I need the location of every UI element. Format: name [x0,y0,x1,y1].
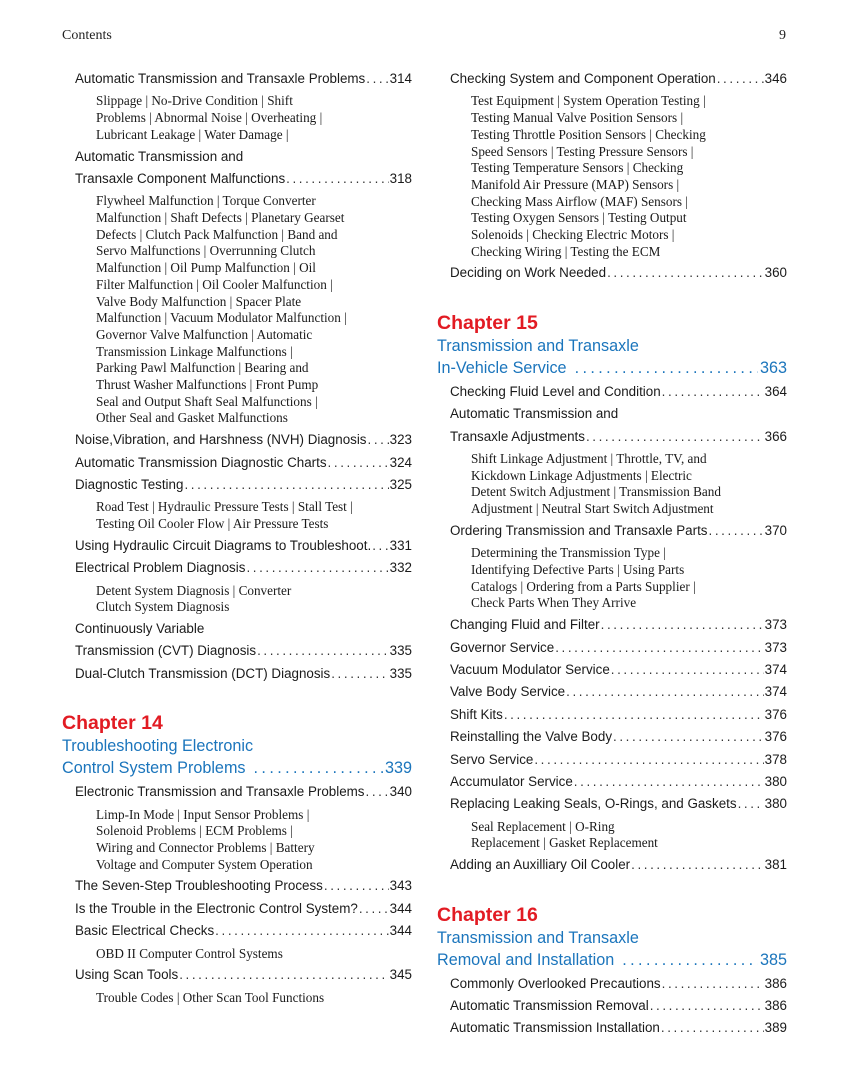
dot-leader [331,663,388,685]
toc-entry[interactable] [437,262,787,284]
toc-entry[interactable] [62,898,412,920]
toc-subtopic-line: Testing Manual Valve Position Sensors | [471,110,684,126]
toc-entry[interactable] [437,771,787,793]
toc-subtopic-line: Checking Mass Airflow (MAF) Sensors | [471,193,688,209]
toc-subtopic-line: Filter Malfunction | Oil Cooler Malfunction | [96,276,333,292]
toc-subtopic-line: Detent System Diagnosis | Converter [96,582,292,598]
toc-entry-title[interactable]: Automatic Transmission Removal [450,997,649,1013]
toc-entry[interactable] [437,381,787,403]
dot-leader [717,68,764,90]
toc-subtopic-line: Malfunction | Shaft Defects | Planetary Gearset [96,210,345,226]
chapter-title[interactable]: Transmission and Transaxle [437,336,639,355]
chapter-page: 363 [759,358,787,377]
toc-entry[interactable] [437,854,787,876]
toc-subtopic-line: Manifold Air Pressure (MAP) Sensors | [471,176,680,192]
toc-subtopic-line: Wiring and Connector Problems | Battery [96,840,315,856]
toc-subtopic-line: Solenoid Problems | ECM Problems | [96,823,293,839]
toc-subtopics [62,583,412,616]
toc-subtopics [62,946,412,963]
toc-entry-title[interactable]: Automatic Transmission Installation [450,1020,660,1036]
toc-entry-title[interactable]: Using Hydraulic Circuit Diagrams to Troubleshoot. [75,537,372,553]
toc-entry-title[interactable]: Replacing Leaking Seals, O-Rings, and Gaskets [450,796,737,812]
dot-leader [366,781,389,803]
toc-subtopic-line: Road Test | Hydraulic Pressure Tests | Stall Test | [96,499,353,515]
dot-leader [359,898,389,920]
toc-entry-title[interactable]: Shift Kits [450,706,503,722]
toc-entry-page: 378 [764,751,787,767]
toc-entry[interactable] [62,168,412,190]
toc-entry-title[interactable]: Valve Body Service [450,684,566,700]
toc-entry-title[interactable]: Vacuum Modulator Service [450,661,610,677]
chapter-number: Chapter 14 [62,712,163,735]
toc-entry-page: 318 [389,170,412,186]
toc-entry-title[interactable]: Electrical Problem Diagnosis [75,560,246,576]
toc-entry[interactable] [437,995,787,1017]
toc-entry[interactable] [437,659,787,681]
toc-entry-title[interactable]: The Seven-Step Troubleshooting Process [75,878,323,894]
dot-leader [575,357,758,379]
toc-subtopic-line: Determining the Transmission Type | [471,545,666,561]
toc-subtopics [437,819,787,852]
toc-entry-page: 364 [764,383,787,399]
toc-entry[interactable] [437,1017,787,1039]
toc-entry-page: 332 [389,560,412,576]
toc-subtopic-line: Transmission Linkage Malfunctions | [96,343,293,359]
toc-subtopic-line: Seal Replacement | O-Ring [471,818,615,834]
toc-subtopics [62,93,412,143]
toc-entry-page: 374 [764,684,787,700]
toc-entry[interactable] [437,681,787,703]
toc-right-column [437,68,787,1040]
toc-subtopic-line: Valve Body Malfunction | Spacer Plate [96,293,302,309]
toc-entry-page: 346 [764,71,787,86]
toc-subtopic-line: Detent Switch Adjustment | Transmission Band [471,484,721,500]
dot-leader [574,771,764,793]
toc-subtopic-line: OBD II Computer Control Systems [96,945,283,961]
toc-entry-page: 381 [764,857,787,873]
dot-leader [179,964,388,986]
toc-entry[interactable] [437,520,787,542]
toc-subtopics [62,990,412,1007]
dot-leader [738,793,764,815]
toc-entry-title-line[interactable]: Continuously Variable [75,621,205,637]
toc-entry-page: 376 [764,706,787,722]
toc-entry[interactable] [62,875,412,897]
toc-entry-title[interactable]: Transmission (CVT) Diagnosis [75,643,257,659]
toc-entry[interactable] [437,973,787,995]
toc-entry[interactable] [62,920,412,942]
toc-entry-title[interactable]: Transaxle Component Malfunctions [75,170,286,186]
toc-entry-page: 325 [389,476,412,492]
toc-entry[interactable] [62,964,412,986]
toc-subtopic-line: Malfunction | Vacuum Modulator Malfunction | [96,310,347,326]
toc-entry[interactable] [62,535,412,557]
toc-entry-page: 386 [764,975,787,991]
toc-subtopic-line: Servo Malfunctions | Overrunning Clutch [96,243,316,259]
toc-entry-page: 324 [389,454,412,470]
toc-subtopic-line: Testing Temperature Sensors | Checking [471,160,684,176]
chapter-heading [437,311,787,381]
toc-entry-title[interactable]: Reinstalling the Valve Body [450,729,613,745]
toc-entry[interactable] [62,452,412,474]
dot-leader [611,659,764,681]
toc-entry-title-line[interactable]: Automatic Transmission and [75,148,244,164]
dot-leader [613,726,764,748]
chapter-title[interactable]: Transmission and Transaxle [437,928,639,947]
dot-leader [631,854,764,876]
toc-entry-title[interactable]: Noise,Vibration, and Harshness (NVH) Diagnosis [75,432,367,448]
toc-entry-page: 360 [764,265,787,281]
chapter-number: Chapter 15 [437,311,538,334]
toc-entry-page: 386 [764,997,787,1013]
toc-subtopic-line: Problems | Abnormal Noise | Overheating | [96,110,323,126]
toc-subtopic-line: Slippage | No-Drive Condition | Shift [96,93,293,109]
dot-leader [368,429,389,451]
toc-subtopic-line: Other Seal and Gasket Malfunctions [96,410,288,426]
toc-entry-page: 314 [389,71,412,86]
toc-entry[interactable] [62,474,412,496]
toc-entry-page: 335 [389,643,412,659]
toc-group [437,68,787,285]
toc-entry-page: 370 [764,522,787,538]
toc-entry[interactable] [437,704,787,726]
toc-entry-title[interactable]: Servo Service [450,751,534,767]
toc-entry[interactable] [62,68,412,90]
toc-entry-page: 345 [389,967,412,983]
toc-entry[interactable] [437,426,787,448]
dot-leader [650,995,764,1017]
toc-entry-page: 344 [389,900,412,916]
toc-subtopic-line: Thrust Washer Malfunctions | Front Pump [96,377,319,393]
toc-entry-title[interactable]: Governor Service [450,639,555,655]
page-number: 9 [779,28,786,43]
dot-leader [662,973,764,995]
toc-entry-title[interactable]: Using Scan Tools [75,967,179,983]
dot-leader [246,557,388,579]
toc-subtopics [62,807,412,874]
toc-entry-page: 331 [389,537,412,553]
dot-leader [601,614,764,636]
dot-leader [184,474,388,496]
toc-entry-page: 389 [764,1020,787,1036]
toc-entry-page: 373 [764,639,787,655]
chapter-heading [62,711,412,781]
dot-leader [372,535,388,557]
toc-entry-title[interactable]: Transaxle Adjustments [450,428,585,444]
toc-subtopic-line: Testing Oil Cooler Flow | Air Pressure Tests [96,516,329,532]
toc-entry-title[interactable]: Adding an Auxilliary Oil Cooler [450,857,631,873]
toc-subtopic-line: Testing Throttle Position Sensors | Checking [471,126,706,142]
dot-leader [324,875,389,897]
dot-leader [622,949,758,971]
chapter-title[interactable]: Control System Problems [62,759,246,778]
dot-leader [534,749,763,771]
dot-leader [254,757,383,779]
toc-entry-title[interactable]: Automatic Transmission Diagnostic Charts [75,454,327,470]
chapter-heading [437,903,787,973]
chapter-title-row[interactable] [437,949,787,971]
toc-entry[interactable] [437,614,787,636]
toc-entry[interactable] [62,640,412,662]
toc-group [62,68,412,685]
chapter-number: Chapter 16 [437,903,538,926]
toc-subtopic-line: Clutch System Diagnosis [96,599,230,615]
toc-entry-title[interactable]: Checking Fluid Level and Condition [450,383,661,399]
toc-subtopic-line: Seal and Output Shaft Seal Malfunctions | [96,393,318,409]
dot-leader [215,920,388,942]
chapter-title-row[interactable] [62,757,412,779]
toc-subtopic-line: Parking Pawl Malfunction | Bearing and [96,360,309,376]
dot-leader [366,68,388,90]
toc-entry[interactable] [62,429,412,451]
toc-subtopic-line: Replacement | Gasket Replacement [471,835,658,851]
toc-entry-title[interactable]: Deciding on Work Needed [450,265,607,281]
toc-subtopic-line: Governor Valve Malfunction | Automatic [96,326,313,342]
chapter-page: 385 [759,950,787,969]
toc-entry[interactable] [437,793,787,815]
toc-entry[interactable] [62,781,412,803]
toc-subtopic-line: Kickdown Linkage Adjustments | Electric [471,467,692,483]
toc-entry-title[interactable]: Ordering Transmission and Transaxle Parts [450,522,708,538]
dot-leader [286,168,389,190]
toc-entry[interactable] [62,557,412,579]
toc-subtopic-line: Shift Linkage Adjustment | Throttle, TV, and [471,451,707,467]
toc-subtopics [437,545,787,612]
toc-subtopic-line: Adjustment | Neutral Start Switch Adjustment [471,501,714,517]
dot-leader [504,704,764,726]
toc-entry-title[interactable]: Accumulator Service [450,773,573,789]
toc-subtopic-line: Testing Oxygen Sensors | Testing Output [471,210,687,226]
toc-subtopic-line: Voltage and Computer System Operation [96,856,313,872]
toc-group [437,381,787,877]
toc-subtopic-line: Checking Wiring | Testing the ECM [471,243,661,259]
toc-entry-page: 380 [764,796,787,812]
toc-subtopic-line: Speed Sensors | Testing Pressure Sensors | [471,143,694,159]
dot-leader [566,681,764,703]
toc-subtopic-line: Catalogs | Ordering from a Parts Supplier | [471,578,696,594]
toc-entry-title[interactable]: Electronic Transmission and Transaxle Problems [75,784,365,800]
dot-leader [586,426,764,448]
chapter-title[interactable]: Troubleshooting Electronic [62,737,254,756]
toc-subtopic-line: Defects | Clutch Pack Malfunction | Band and [96,226,338,242]
toc-subtopic-line: Lubricant Leakage | Water Damage | [96,126,289,142]
toc-group [437,973,787,1040]
toc-subtopic-line: Trouble Codes | Other Scan Tool Functions [96,989,325,1005]
toc-group [62,781,412,1006]
toc-entry-page: 335 [389,665,412,681]
toc-subtopics [62,193,412,427]
toc-entry-page: 366 [764,428,787,444]
chapter-page: 339 [384,759,412,778]
toc-entry-title[interactable]: Dual-Clutch Transmission (DCT) Diagnosis [75,665,331,681]
toc-entry-page: 373 [764,617,787,633]
chapter-title-row[interactable] [437,357,787,379]
toc-entry-page: 374 [764,661,787,677]
toc-left-column [62,68,412,1008]
toc-subtopic-line: Solenoids | Checking Electric Motors | [471,227,675,243]
toc-entry-title[interactable]: Automatic Transmission and Transaxle Problems [75,71,366,86]
toc-entry-page: 340 [389,784,412,800]
toc-entry[interactable] [437,726,787,748]
toc-entry-page: 343 [389,878,412,894]
toc-entry-page: 344 [389,923,412,939]
dot-leader [662,381,764,403]
running-header-section: Contents [62,28,112,43]
dot-leader [709,520,764,542]
chapter-title[interactable]: In-Vehicle Service [437,358,567,377]
toc-subtopic-line: Check Parts When They Arrive [471,595,637,611]
dot-leader [328,452,389,474]
dot-leader [257,640,389,662]
dot-leader [607,262,764,284]
dot-leader [555,637,763,659]
toc-entry-page: 376 [764,729,787,745]
toc-subtopic-line: Flywheel Malfunction | Torque Converter [96,193,316,209]
toc-subtopics [62,499,412,532]
toc-entry[interactable] [437,637,787,659]
toc-entry-title[interactable]: Diagnostic Testing [75,476,184,492]
toc-entry-title[interactable]: Checking System and Component Operation [450,71,716,86]
toc-entry-title[interactable]: Commonly Overlooked Precautions [450,975,661,991]
toc-entry[interactable] [437,749,787,771]
toc-entry-title[interactable]: Changing Fluid and Filter [450,617,600,633]
toc-entry-title[interactable]: Basic Electrical Checks [75,923,215,939]
toc-entry[interactable] [437,68,787,90]
toc-entry-page: 380 [764,773,787,789]
toc-subtopic-line: Malfunction | Oil Pump Malfunction | Oil [96,260,316,276]
toc-subtopics [437,451,787,518]
toc-subtopics [437,93,787,260]
toc-entry-title[interactable]: Is the Trouble in the Electronic Control System? [75,900,358,916]
toc-entry[interactable] [62,663,412,685]
chapter-title[interactable]: Removal and Installation [437,950,615,969]
dot-leader [661,1017,764,1039]
toc-entry-page: 323 [389,432,412,448]
toc-subtopic-line: Limp-In Mode | Input Sensor Problems | [96,806,310,822]
toc-subtopic-line: Test Equipment | System Operation Testing | [471,93,706,109]
toc-entry-title-line[interactable]: Automatic Transmission and [450,406,619,422]
toc-subtopic-line: Identifying Defective Parts | Using Parts [471,561,685,577]
